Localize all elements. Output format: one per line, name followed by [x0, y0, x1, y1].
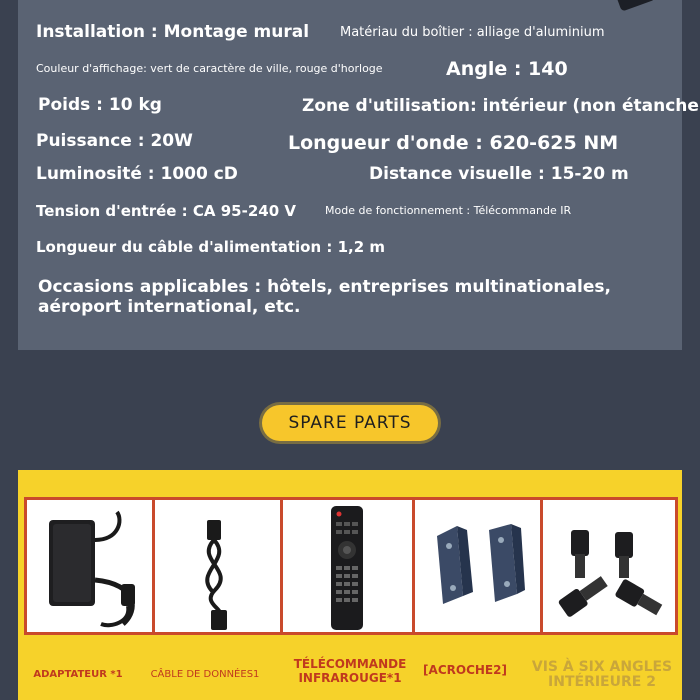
part-card-cable: [152, 497, 286, 635]
part-label-bracket: [ACROCHE2]: [423, 663, 507, 677]
part-card-bracket: [412, 497, 546, 635]
spec-distance: Distance visuelle : 15-20 m: [369, 164, 629, 184]
remote-control-icon: [283, 500, 415, 632]
part-label-remote: TÉLÉCOMMANDE INFRAROUGE*1: [293, 657, 407, 685]
spec-longueur-onde: Longueur d'onde : 620-625 NM: [288, 132, 619, 154]
spec-luminosite: Luminosité : 1000 cD: [36, 164, 238, 184]
spec-cable: Longueur du câble d'alimentation : 1,2 m: [36, 238, 386, 256]
part-label-adapter: ADAPTATEUR *1: [33, 669, 123, 680]
spec-mode: Mode de fonctionnement : Télécommande IR: [325, 204, 572, 217]
spec-puissance: Puissance : 20W: [36, 131, 193, 151]
spec-occasions: Occasions applicables : hôtels, entreprises multinationales, aéroport international, etc.: [38, 277, 611, 317]
device-corner-icon: [616, 0, 655, 12]
part-card-adapter: [24, 497, 158, 635]
mounting-bracket-icon: [415, 500, 543, 632]
part-label-cable: CÂBLE DE DONNÉES1: [150, 669, 260, 680]
part-card-screws: [540, 497, 678, 635]
specifications-panel: [18, 0, 699, 350]
part-label-screws: VIS À SIX ANGLES INTÉRIEURE 2: [531, 659, 673, 690]
spec-tension: Tension d'entrée : CA 95-240 V: [36, 202, 296, 220]
power-adapter-icon: [27, 500, 155, 632]
part-card-remote: [280, 497, 418, 635]
spec-angle: Angle : 140: [446, 58, 568, 80]
spec-installation: Installation : Montage mural: [36, 22, 310, 42]
spec-materiau: Matériau du boîtier : alliage d'aluminium: [340, 25, 605, 40]
spec-poids: Poids : 10 kg: [38, 95, 162, 115]
power-cable-icon: [155, 500, 283, 632]
spec-zone: Zone d'utilisation: intérieur (non étanche: [302, 96, 699, 116]
hex-screw-icon: [543, 500, 675, 632]
spec-couleur: Couleur d'affichage: vert de caractère de ville, rouge d'horloge: [36, 62, 383, 75]
spare-parts-title: SPARE PARTS: [262, 405, 438, 441]
